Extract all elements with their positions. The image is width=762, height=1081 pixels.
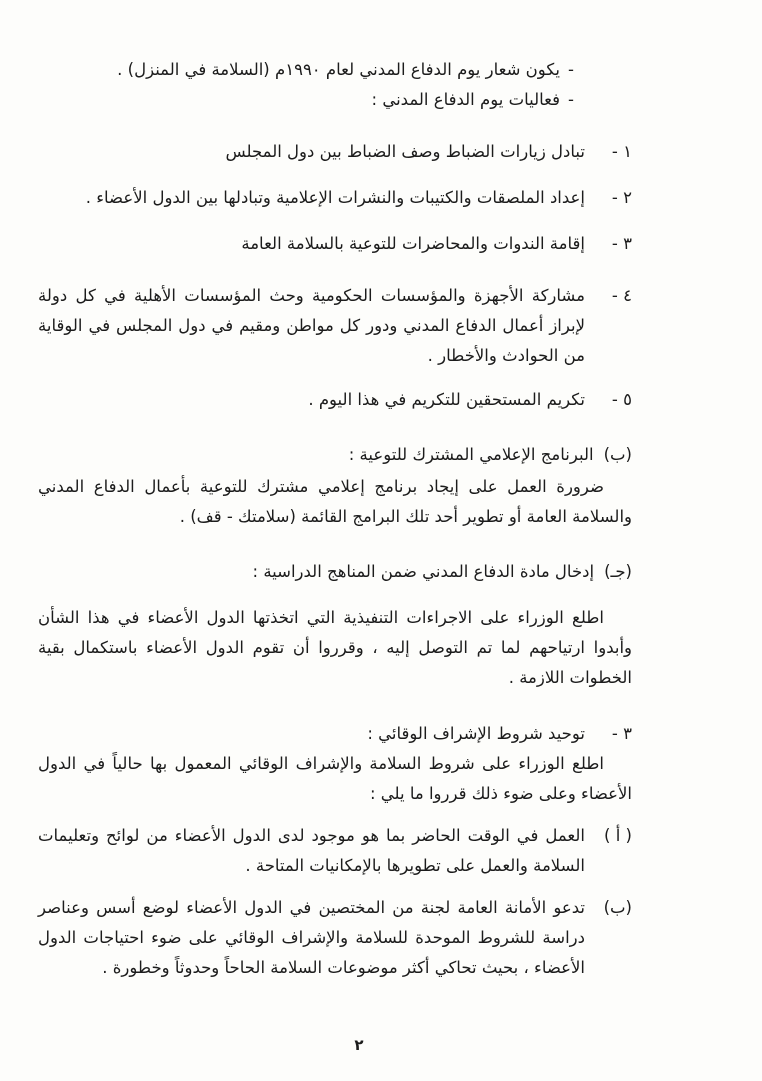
section-3-body: اطلع الوزراء على شروط السلامة والإشراف الوقائي المعمول بها حالياً في الدول الأعضاء وعلى ضوء ذلك قرروا ما يلي :: [38, 754, 632, 803]
list-item-3: [38, 229, 632, 259]
list-item-number: ٣ -: [611, 234, 632, 253]
section-c-label: (جـ): [604, 562, 632, 581]
section-3-heading: [38, 719, 632, 749]
page-number: ٢: [354, 1036, 364, 1054]
section-c-body: اطلع الوزراء على الاجراءات التنفيذية التي اتخذتها الدول الأعضاء في هذا الشأن وأبدوا ارتياحهم لما تم التوصل إليه ، وقرروا أن تقوم الدول الأعضاء باستكمال بقية الخطوات اللازمة .: [38, 608, 632, 687]
list-item-5: [38, 385, 632, 415]
list-item-number: ٢ -: [611, 188, 632, 207]
dash-item-text: فعاليات يوم الدفاع المدني :: [371, 90, 561, 109]
list-item-1: [38, 137, 632, 167]
list-item-text: إعداد الملصقات والكتيبات والنشرات الإعلامية وتبادلها بين الدول الأعضاء .: [85, 188, 585, 207]
sub-item-a: [38, 821, 632, 881]
section-3-number: ٣ -: [611, 724, 632, 743]
dash-marker: -: [568, 90, 574, 109]
section-c-title: إدخال مادة الدفاع المدني ضمن المناهج الدراسية :: [252, 562, 595, 581]
list-item-text: مشاركة الأجهزة والمؤسسات الحكومية وحث المؤسسات الأهلية في كل دولة لإبراز أعمال الدفاع المدني ودور كل مواطن ومقيم في دول المجلس في الوقاية من الحوادث والأخطار .: [38, 286, 585, 365]
list-item-number: ٤ -: [611, 286, 632, 305]
sub-item-b: [38, 893, 632, 983]
section-b-heading: [38, 440, 632, 470]
list-item-2: [38, 183, 632, 213]
list-item-text: تبادل زيارات الضباط وصف الضباط بين دول المجلس: [225, 142, 585, 161]
list-item-number: ١ -: [611, 142, 632, 161]
list-item-text: تكريم المستحقين للتكريم في هذا اليوم .: [308, 390, 585, 409]
list-item-number: ٥ -: [611, 390, 632, 409]
dash-item-text: يكون شعار يوم الدفاع المدني لعام ١٩٩٠م (السلامة في المنزل) .: [117, 60, 561, 79]
section-b-label: (ب): [603, 445, 632, 464]
section-b-body: ضرورة العمل على إيجاد برنامج إعلامي مشترك للتوعية بأعمال الدفاع المدني والسلامة العامة أو تطوير أحد تلك البرامج القائمة (سلامتك - قف) .: [38, 477, 632, 526]
sub-item-text: تدعو الأمانة العامة لجنة من المختصين في الدول الأعضاء لوضع أسس وعناصر دراسة للشروط الموحدة للسلامة والإشراف الوقائي على ضوء احتياجات الدول الأعضاء ، بحيث تحاكي أكثر موضوعات السلامة الحاحاً وحدوثاً وخطورة .: [38, 898, 585, 977]
list-item-text: إقامة الندوات والمحاضرات للتوعية بالسلامة العامة: [241, 234, 585, 253]
section-3-title: توحيد شروط الإشراف الوقائي :: [367, 724, 585, 743]
intro-dash-list: [38, 55, 574, 115]
sub-item-label: (ب): [603, 898, 632, 917]
dash-item-slogan: [38, 55, 574, 85]
dash-marker: -: [568, 60, 574, 79]
sub-item-text: العمل في الوقت الحاضر بما هو موجود لدى الدول الأعضاء من لوائح وتعليمات السلامة والعمل على تطويرها بالإمكانيات المتاحة .: [38, 826, 585, 875]
section-c-heading: [38, 557, 632, 587]
list-item-4: [38, 281, 632, 371]
section-b-title: البرنامج الإعلامي المشترك للتوعية :: [348, 445, 594, 464]
dash-item-activities: [38, 85, 574, 115]
sub-item-label: ( أ ): [604, 826, 632, 845]
